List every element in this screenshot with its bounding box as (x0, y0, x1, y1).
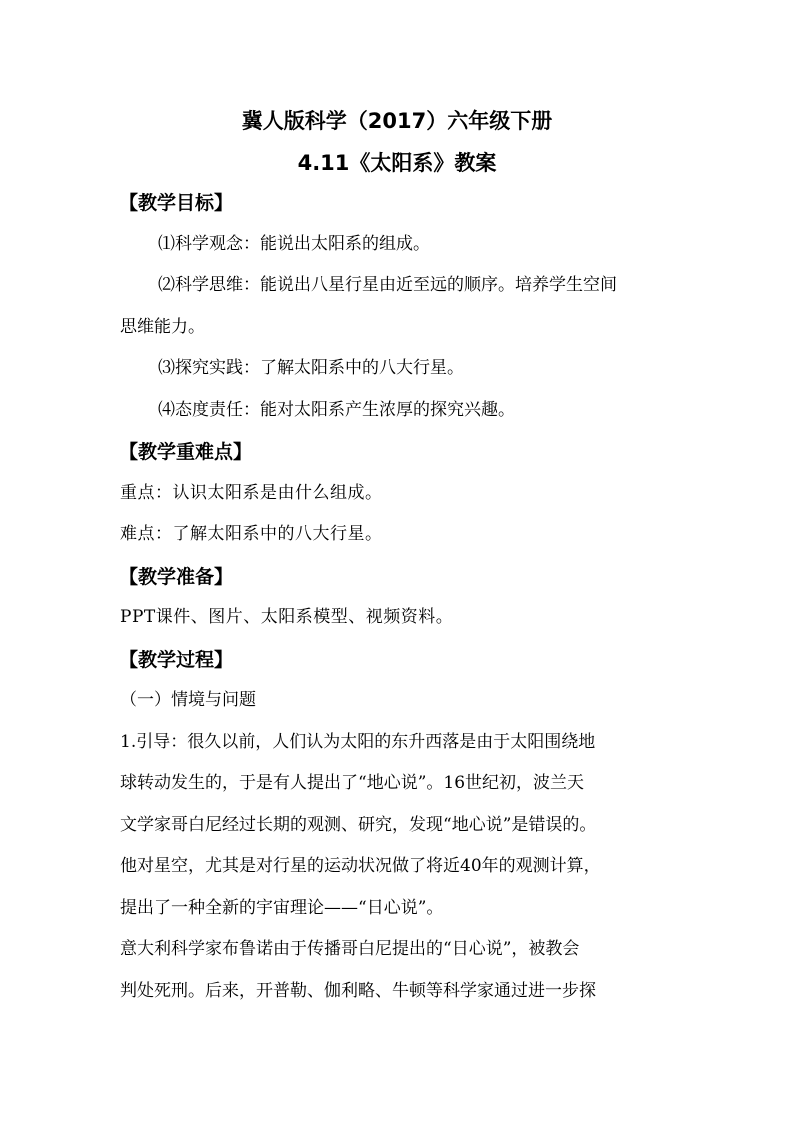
objective-item-4: ⑷态度责任：能对太阳系产生浓厚的探究兴趣。 (158, 400, 515, 420)
objective-item-2: ⑵科学思维：能说出八星行星由近至远的顺序。培养学生空间 (158, 275, 617, 295)
process-line-5: 提出了一种全新的宇宙理论——“日心说”。 (120, 898, 444, 918)
objectives-heading: 【教学目标】 (119, 192, 234, 214)
process-subheading: （一）情境与问题 (120, 690, 256, 710)
process-line-2: 球转动发生的，于是有人提出了“地心说”。16世纪初，波兰天 (120, 773, 585, 793)
document-title: 冀人版科学（2017）六年级下册 (241, 109, 553, 133)
objective-item-3: ⑶探究实践：了解太阳系中的八大行星。 (158, 358, 464, 378)
key-point-item: 重点：认识太阳系是由什么组成。 (120, 483, 383, 503)
process-heading: 【教学过程】 (119, 649, 234, 671)
process-line-4: 他对星空，尤其是对行星的运动状况做了将近40年的观测计算， (120, 856, 601, 876)
process-line-6: 意大利科学家布鲁诺由于传播哥白尼提出的“日心说”，被教会 (120, 939, 580, 959)
difficult-point-item: 难点：了解太阳系中的八大行星。 (120, 524, 383, 544)
process-line-1: 1.引导：很久以前，人们认为太阳的东升西落是由于太阳围绕地 (120, 732, 596, 752)
objective-item-2-cont: 思维能力。 (120, 317, 205, 337)
preparation-heading: 【教学准备】 (119, 566, 234, 588)
process-line-3: 文学家哥白尼经过长期的观测、研究，发现“地心说”是错误的。 (120, 815, 597, 835)
lesson-title: 4.11《太阳系》教案 (297, 151, 497, 175)
preparation-item: PPT课件、图片、太阳系模型、视频资料。 (120, 607, 454, 627)
process-line-7: 判处死刑。后来，开普勒、伽利略、牛顿等科学家通过进一步探 (120, 981, 596, 1001)
objective-item-1: ⑴科学观念：能说出太阳系的组成。 (158, 234, 430, 254)
key-points-heading: 【教学重难点】 (119, 441, 253, 463)
